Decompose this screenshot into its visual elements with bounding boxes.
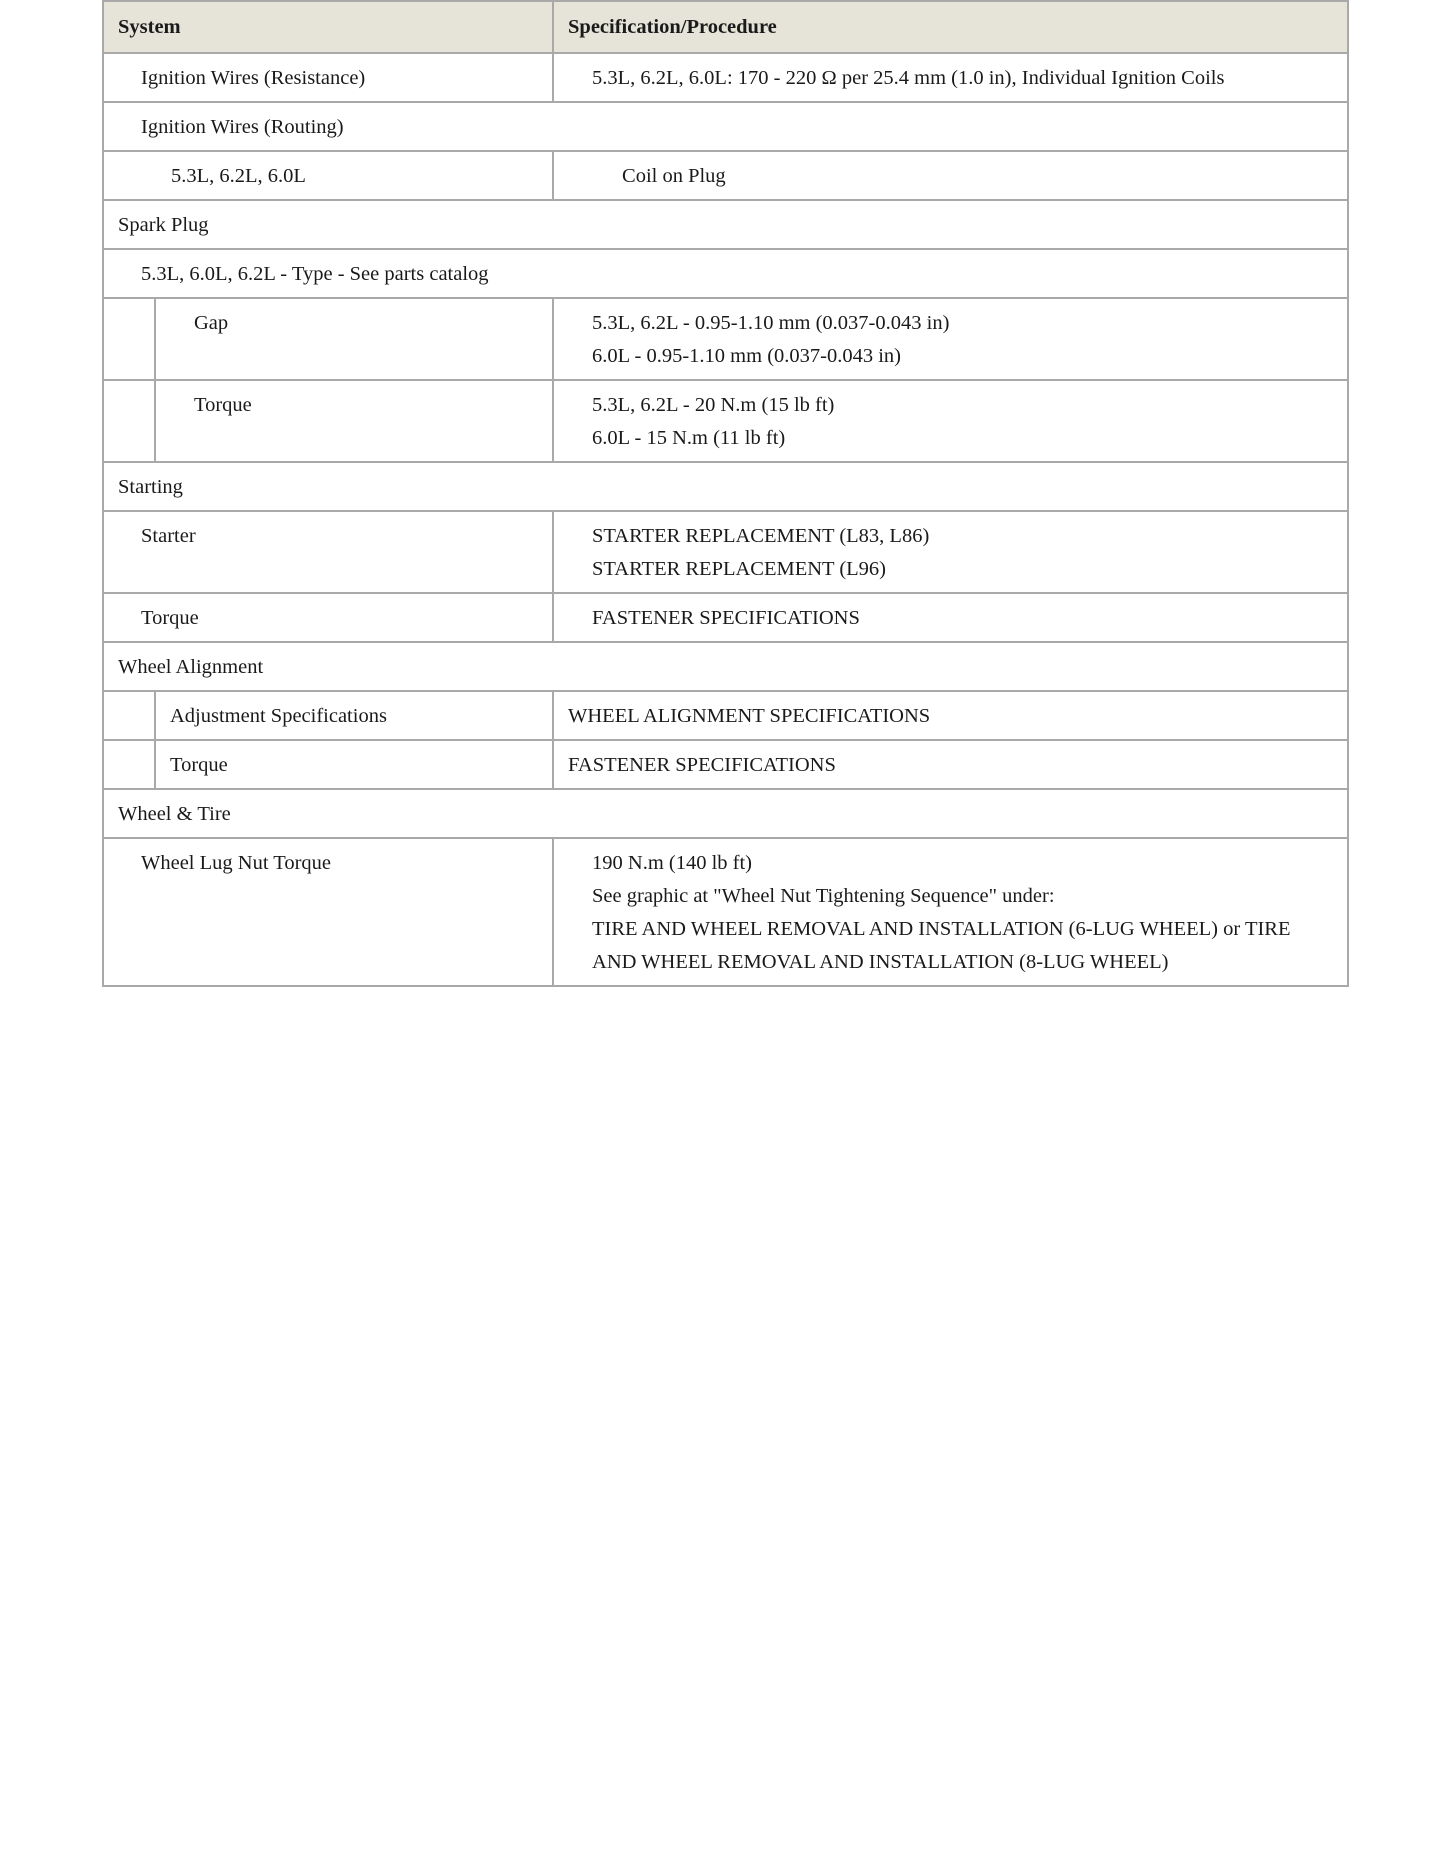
indent-cell [103, 691, 155, 740]
system-cell: Starter [103, 511, 553, 593]
system-cell: Wheel Lug Nut Torque [103, 838, 553, 986]
table-row [103, 298, 1348, 380]
spec-cell [553, 380, 1348, 462]
system-cell: Ignition Wires (Resistance) [103, 53, 553, 102]
table-row [103, 789, 1348, 838]
spec-line: STARTER REPLACEMENT (L83, L86) [592, 525, 930, 547]
indent-cell [103, 380, 155, 462]
spec-cell [553, 298, 1348, 380]
spec-cell: FASTENER SPECIFICATIONS [553, 740, 1348, 789]
spec-cell: 5.3L, 6.2L, 6.0L: 170 - 220 Ω per 25.4 mm (1.0 in), Individual Ignition Coils [553, 53, 1348, 102]
spec-line: 5.3L, 6.2L - 0.95-1.10 mm (0.037-0.043 in) [592, 312, 950, 334]
spec-cell [553, 838, 1348, 986]
spec-line: 6.0L - 0.95-1.10 mm (0.037-0.043 in) [592, 345, 901, 367]
table-row [103, 200, 1348, 249]
spec-cell: WHEEL ALIGNMENT SPECIFICATIONS [553, 691, 1348, 740]
spec-line: 6.0L - 15 N.m (11 lb ft) [592, 427, 786, 449]
spec-cell: FASTENER SPECIFICATIONS [553, 593, 1348, 642]
header-system: System [103, 1, 553, 53]
section-cell: Spark Plug [103, 200, 1348, 249]
specifications-table [102, 0, 1349, 987]
spec-cell [553, 511, 1348, 593]
spec-line: STARTER REPLACEMENT (L96) [592, 558, 887, 580]
system-cell: Torque [155, 380, 553, 462]
table-row [103, 642, 1348, 691]
section-cell: Wheel Alignment [103, 642, 1348, 691]
system-cell: Adjustment Specifications [155, 691, 553, 740]
spec-cell: Coil on Plug [553, 151, 1348, 200]
section-cell: Ignition Wires (Routing) [103, 102, 1348, 151]
table-row [103, 462, 1348, 511]
system-cell: Torque [155, 740, 553, 789]
header-specification: Specification/Procedure [553, 1, 1348, 53]
section-cell: 5.3L, 6.0L, 6.2L - Type - See parts catalog [103, 249, 1348, 298]
table-row [103, 102, 1348, 151]
table-row [103, 511, 1348, 593]
table-row [103, 249, 1348, 298]
section-cell: Starting [103, 462, 1348, 511]
table-row [103, 691, 1348, 740]
spec-line: TIRE AND WHEEL REMOVAL AND INSTALLATION (6-LUG WHEEL) or TIRE AND WHEEL REMOVAL AND INSTALLATION (8-LUG WHEEL) [592, 918, 1291, 973]
table-row [103, 151, 1348, 200]
spec-line: See graphic at "Wheel Nut Tightening Sequence" under: [592, 885, 1055, 907]
indent-cell [103, 740, 155, 789]
spec-line: 5.3L, 6.2L - 20 N.m (15 lb ft) [592, 394, 835, 416]
table-row [103, 838, 1348, 986]
table-row [103, 380, 1348, 462]
spec-line: 190 N.m (140 lb ft) [592, 852, 753, 874]
table-header-row [103, 1, 1348, 53]
system-cell: 5.3L, 6.2L, 6.0L [103, 151, 553, 200]
table-row [103, 740, 1348, 789]
system-cell: Gap [155, 298, 553, 380]
table-row [103, 53, 1348, 102]
system-cell: Torque [103, 593, 553, 642]
indent-cell [103, 298, 155, 380]
section-cell: Wheel & Tire [103, 789, 1348, 838]
table-row [103, 593, 1348, 642]
